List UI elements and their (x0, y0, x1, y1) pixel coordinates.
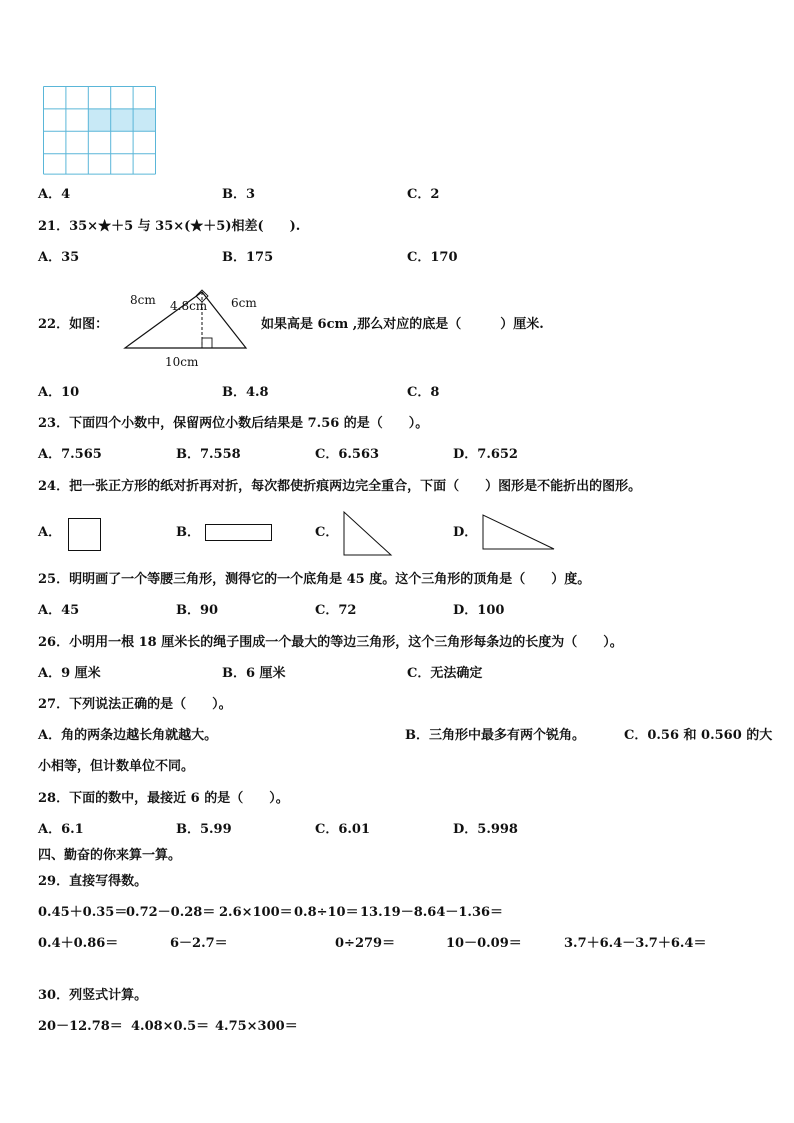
q30-question: 30．列竖式计算。 (38, 988, 148, 1003)
q27-option-a: A．角的两条边越长角就越大。 (38, 728, 218, 743)
q22-label-side-left: 8cm (130, 293, 156, 307)
q23-option-b: B．7.558 (176, 447, 241, 462)
q22-option-a: A．10 (38, 385, 80, 400)
q30-item: 20－12.78＝ (38, 1019, 123, 1034)
q29-item: 3.7＋6.4－3.7＋6.4＝ (564, 936, 707, 951)
q29-item: 6－2.7＝ (170, 936, 228, 951)
q24-question: 24．把一张正方形的纸对折再对折，每次都使折痕两边完全重合，下面（ ）图形是不能折出的图形。 (38, 479, 642, 494)
q20-option-a: A．4 (38, 187, 71, 202)
q22-prefix: 22．如图： (38, 317, 109, 332)
q24-right-isosceles-triangle-figure (343, 511, 393, 557)
q21-option-a: A．35 (38, 250, 80, 265)
q23-option-c: C．6.563 (315, 447, 380, 462)
q20-option-c: C．2 (407, 187, 440, 202)
q25-question: 25．明明画了一个等腰三角形，测得它的一个底角是 45 度。这个三角形的顶角是（ ）度。 (38, 572, 591, 587)
q30-item: 4.08×0.5＝ (131, 1019, 210, 1034)
q22-option-b: B．4.8 (222, 385, 269, 400)
q29-item: 0÷279＝ (335, 936, 396, 951)
grid-shaded-cell (133, 109, 155, 131)
q22-triangle-figure (118, 286, 258, 372)
q28-option-a: A．6.1 (38, 822, 84, 837)
q21-question: 21．35×★＋5 与 35×(★＋5)相差( ). (38, 219, 301, 234)
q30-item: 4.75×300＝ (215, 1019, 298, 1034)
q24-option-a: A． (38, 525, 62, 540)
q29-item: 0.45＋0.35＝ (38, 905, 128, 920)
q29-item: 13.19－8.64－1.36＝ (360, 905, 504, 920)
q28-question: 28．下面的数中，最接近 6 的是（ ）。 (38, 791, 289, 806)
q26-question: 26．小明用一根 18 厘米长的绳子围成一个最大的等边三角形，这个三角形每条边的长度为（ ）。 (38, 635, 623, 650)
q29-item: 2.6×100＝ (219, 905, 293, 920)
section-4-title: 四、勤奋的你来算一算。 (38, 848, 182, 863)
q29-question: 29．直接写得数。 (38, 874, 148, 889)
grid-shaded-cell (111, 109, 133, 131)
q21-option-c: C．170 (407, 250, 458, 265)
q27-question: 27．下列说法正确的是（ ）。 (38, 697, 232, 712)
q26-option-c: C．无法确定 (407, 666, 483, 681)
q25-option-b: B．90 (176, 603, 219, 618)
q27-option-c-continued: 小相等，但计数单位不同。 (38, 759, 195, 774)
q28-option-c: C．6.01 (315, 822, 371, 837)
q22-label-height: 4.8cm (170, 299, 208, 313)
q29-item: 0.8÷10＝ (294, 905, 359, 920)
q24-square-figure (68, 518, 102, 552)
q22-suffix: 如果高是 6cm ,那么对应的底是（ ）厘米. (261, 317, 544, 332)
q28-option-b: B．5.99 (176, 822, 232, 837)
q27-option-c: C．0.56 和 0.560 的大 (624, 728, 773, 743)
q24-option-b: B． (176, 525, 200, 540)
q25-option-a: A．45 (38, 603, 80, 618)
q23-option-a: A．7.565 (38, 447, 102, 462)
q29-item: 0.72－0.28＝ (126, 905, 216, 920)
q26-option-b: B．6 厘米 (222, 666, 286, 681)
q25-option-d: D．100 (453, 603, 505, 618)
q24-right-scalene-triangle-figure (482, 514, 556, 550)
q22-label-side-right: 6cm (231, 296, 257, 310)
q29-item: 0.4＋0.86＝ (38, 936, 119, 951)
q20-option-b: B．3 (222, 187, 256, 202)
q24-option-c: C． (315, 525, 339, 540)
grid-shaded-cell (88, 109, 110, 131)
q29-item: 10－0.09＝ (446, 936, 522, 951)
q28-option-d: D．5.998 (453, 822, 518, 837)
q21-option-b: B．175 (222, 250, 274, 265)
q23-question: 23．下面四个小数中，保留两位小数后结果是 7.56 的是（ ）。 (38, 416, 429, 431)
q22-option-c: C．8 (407, 385, 440, 400)
q24-option-d: D． (453, 525, 478, 540)
q22-label-base: 10cm (165, 355, 199, 369)
q26-option-a: A．9 厘米 (38, 666, 101, 681)
q20-grid-figure (43, 86, 156, 174)
q25-option-c: C．72 (315, 603, 357, 618)
q27-option-b: B．三角形中最多有两个锐角。 (405, 728, 585, 743)
q23-option-d: D．7.652 (453, 447, 518, 462)
q24-rectangle-figure (205, 524, 273, 542)
